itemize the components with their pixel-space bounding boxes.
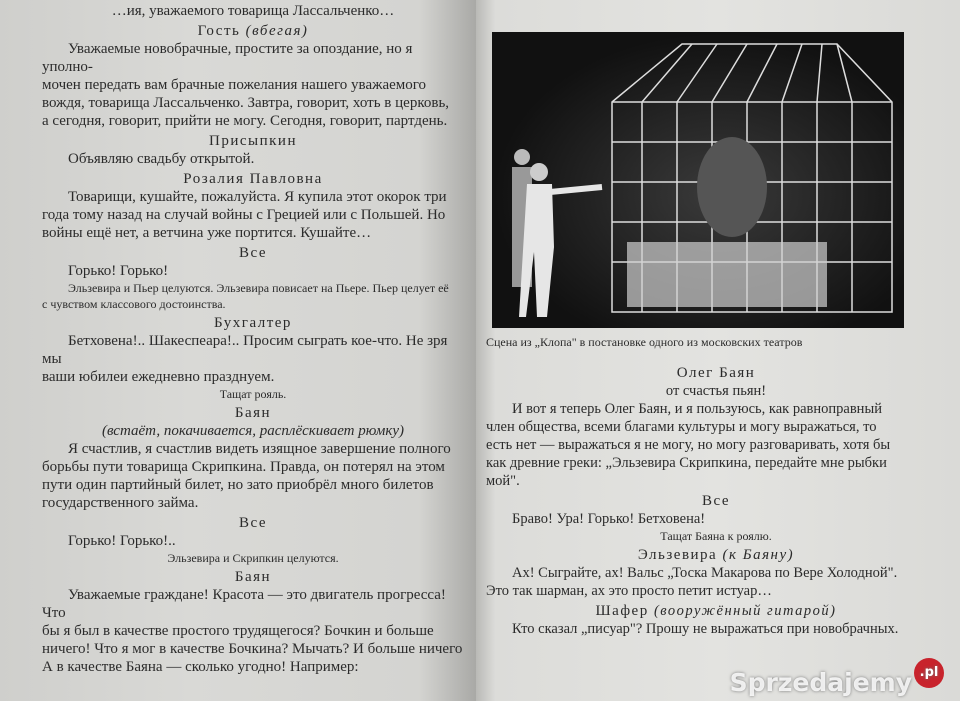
text-line: пути один партийный билет, но зато приобрёл много билетов: [42, 477, 434, 493]
speaker: Баян: [234, 405, 272, 421]
stage-direction: с чувством классового достоинства.: [42, 297, 226, 311]
speaker-name: [486, 602, 946, 620]
speaker: Гость: [197, 23, 241, 39]
text-line: Я счастлив, я счастлив видеть изящное завершение полного: [68, 441, 451, 457]
stage-direction: (вбегая): [245, 23, 309, 39]
text-line: есть нет — выражаться я не могу, но могу разговаривать, хотя бы: [486, 437, 891, 453]
watermark-badge: .pl: [914, 658, 944, 688]
stage-direction: Тащат Баяна к роялю.: [660, 529, 772, 543]
text-line: Браво! Ура! Горько! Бетховена!: [512, 511, 706, 527]
speaker-name: [42, 22, 464, 40]
speaker: Эльзевира: [637, 547, 718, 563]
speaker: Розалия Павловна: [183, 171, 323, 187]
text-line: А в качестве Баяна — сколько угодно! Например:: [42, 659, 359, 675]
speaker: Шафер: [595, 603, 649, 619]
text-line: а сегодня, говорит, прийти не могу. Сегодня, говорит, партдень.: [42, 113, 448, 129]
stage-direction: Эльзевира и Скрипкин целуются.: [167, 551, 339, 565]
stage-direction: (вооружённый гитарой): [653, 603, 837, 619]
speaker: Присыпкин: [209, 133, 297, 149]
text-line: года тому назад на случай войны с Грецией или с Польшей. Но: [42, 207, 446, 223]
text-line: Объявляю свадьбу открытой.: [68, 151, 255, 167]
text-line: мочен передать вам брачные пожелания нашего уважаемого: [42, 77, 427, 93]
watermark-logo: [729, 665, 944, 697]
speaker: Баян: [234, 569, 272, 585]
text-line: Это так шарман, ах это просто петит истуар…: [486, 583, 772, 599]
stage-direction: (встаёт, покачивается, расплёскивает рюмку): [101, 423, 404, 439]
speaker: Все: [238, 245, 267, 261]
text-line: борьбы пути товарища Скрипкина. Правда, он потерял на этом: [42, 459, 445, 475]
text-line: Кто сказал „писуар"? Прошу не выражаться при новобрачных.: [512, 621, 899, 637]
theatre-scene-photo: [492, 32, 904, 328]
text-line: Ах! Сыграйте, ах! Вальс „Тоска Макарова по Вере Холодной".: [512, 565, 898, 581]
text-line: И вот я теперь Олег Баян, и я пользуюсь, как равноправный: [512, 401, 882, 417]
text-line: Горько! Горько!..: [68, 533, 176, 549]
cage-drawing: [492, 32, 904, 328]
text-line: государственного займа.: [42, 495, 199, 511]
text-line: от счастья пьян!: [665, 383, 767, 399]
speaker: Все: [238, 515, 267, 531]
text-line: вождя, товарища Лассальченко. Завтра, говорит, хоть в церковь,: [42, 95, 450, 111]
stage-direction: Эльзевира и Пьер целуются. Эльзевира повисает на Пьере. Пьер целует её: [68, 281, 449, 295]
stage-direction: (к Баяну): [722, 547, 795, 563]
text-line: мой".: [486, 473, 520, 489]
text-line: ваши юбилеи ежедневно празднуем.: [42, 369, 275, 385]
stage-direction: Тащат рояль.: [219, 387, 287, 401]
watermark-text: Sprzedajemy: [729, 668, 912, 697]
right-page: [476, 0, 960, 701]
text-line: Уважаемые граждане! Красота — это двигатель прогресса! Что: [42, 587, 446, 621]
right-text: [486, 364, 946, 638]
text-line: Горько! Горько!: [68, 263, 169, 279]
text-line: бы я был в качестве простого трудящегося? Бочкин и больше: [42, 623, 434, 639]
text-line: как древние греки: „Эльзевира Скрипкина, передайте мне рыбки: [486, 455, 887, 471]
text-line: ничего! Что я мог в качестве Бочкина? Мычать? И больше ничего: [42, 641, 463, 657]
text-line: Товарищи, кушайте, пожалуйста. Я купила этот окорок три: [68, 189, 447, 205]
photo-caption: Сцена из „Клопа" в постановке одного из московских театров: [486, 335, 803, 349]
text-line: член общества, всеми благами культуры и могу выражаться, то: [486, 419, 877, 435]
speaker-name: [486, 546, 946, 564]
speaker: Все: [701, 493, 730, 509]
left-page: [0, 0, 476, 701]
text-line: …ия, уважаемого товарища Лассальченко…: [111, 3, 395, 19]
text-line: Бетховена!.. Шакеспеара!.. Просим сыграть кое-что. Не зря мы: [42, 333, 448, 367]
speaker: Олег Баян: [676, 365, 756, 381]
speaker: Бухгалтер: [214, 315, 292, 331]
text-line: Уважаемые новобрачные, простите за опоздание, но я уполно-: [42, 41, 413, 75]
text-line: войны ещё нет, а ветчина уже портится. Кушайте…: [42, 225, 372, 241]
